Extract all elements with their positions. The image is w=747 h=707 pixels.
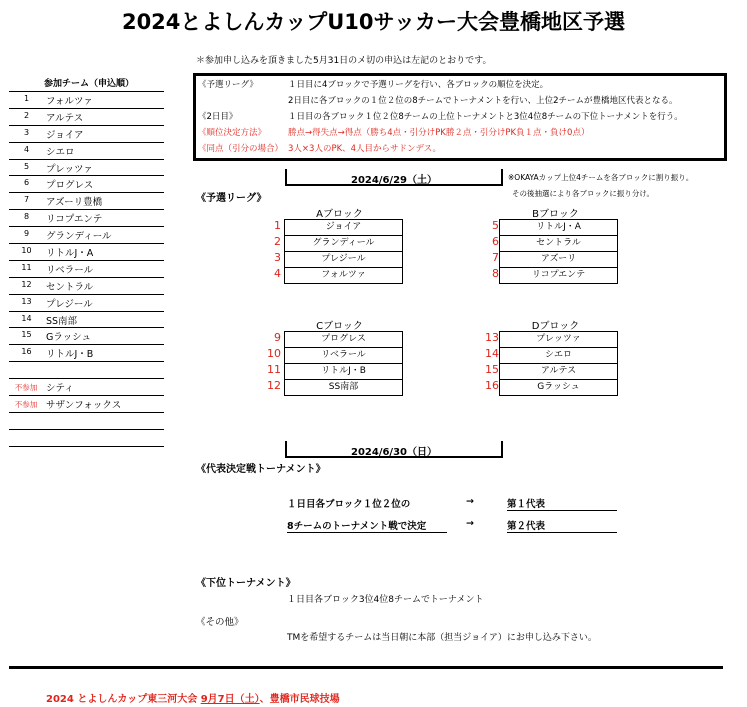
section-heading: 《下位トーナメント》 bbox=[196, 578, 296, 589]
table-row: リトルJ・A bbox=[500, 220, 617, 236]
seed-number: 14 bbox=[485, 347, 499, 360]
table-row: プレジール bbox=[285, 252, 402, 268]
seed-number: 9 bbox=[274, 331, 281, 344]
seed-number: 5 bbox=[492, 219, 499, 232]
seed-number: 15 bbox=[485, 363, 499, 376]
rule-label: 《予選リーグ》 bbox=[198, 80, 258, 90]
list-item: 2 アルテス bbox=[9, 109, 164, 126]
rule-text: 勝点→得失点→得点（勝ち4点・引分けPK勝２点・引分けPK負１点・負け0点） bbox=[288, 128, 590, 138]
rule-label: 《同点（引分の場合） bbox=[198, 144, 284, 154]
list-item: 14 SS南部 bbox=[9, 312, 164, 329]
seed-number: 6 bbox=[492, 235, 499, 248]
seed-number: 2 bbox=[274, 235, 281, 248]
seeding-note: ※OKAYAカップ上位4チームを各ブロックに割り振り。 bbox=[508, 173, 694, 182]
divider bbox=[9, 666, 723, 669]
table-row: アズーリ bbox=[500, 252, 617, 268]
table-row: プレッツァ bbox=[500, 332, 617, 348]
list-item: 16 リトルJ・B bbox=[9, 345, 164, 362]
page-title: 2024とよしんカップU10サッカー大会豊橋地区予選 bbox=[121, 10, 626, 34]
block-table bbox=[499, 331, 618, 396]
table-row: プログレス bbox=[285, 332, 402, 348]
seed-number: 12 bbox=[267, 379, 281, 392]
section-heading: 《代表決定戦トーナメント》 bbox=[196, 464, 326, 475]
footer-note: 2024 とよしんカップ東三河大会 9月7日（土）、豊橋市民球技場 bbox=[46, 694, 340, 705]
table-row: SS南部 bbox=[328, 382, 359, 392]
seed-number: 1 bbox=[274, 219, 281, 232]
tournament-line: 8チームのトーナメント戦で決定 bbox=[287, 518, 447, 533]
not-participating-badge: 不参加 bbox=[14, 400, 38, 410]
participants-header: 参加チーム（申込順） bbox=[44, 79, 135, 89]
not-participating-badge: 不参加 bbox=[14, 383, 38, 393]
seed-number: 7 bbox=[492, 251, 499, 264]
table-row: リベラール bbox=[285, 348, 402, 364]
list-item: 10 リトルJ・A bbox=[9, 244, 164, 261]
list-item bbox=[9, 413, 164, 430]
table-row: フォルツァ bbox=[321, 270, 366, 280]
list-item: 5 プレッツァ bbox=[9, 160, 164, 177]
block-table bbox=[284, 331, 403, 396]
block-label: Cブロック bbox=[316, 321, 363, 332]
section-heading: 《予選リーグ》 bbox=[196, 193, 267, 204]
rule-text: 2日目に各ブロックの１位２位の8チームでトーナメントを行い、上位2チームが豊橋地区代表となる。 bbox=[288, 96, 678, 106]
list-item bbox=[9, 430, 164, 447]
arrow-icon: → bbox=[466, 496, 474, 507]
list-item: 不参加 サザンフォックス bbox=[9, 396, 164, 413]
list-item: 7 アズーリ豊橋 bbox=[9, 193, 164, 210]
other-text: TMを希望するチームは当日朝に本部（担当ジョイア）にお申し込み下さい。 bbox=[287, 633, 597, 643]
rule-text: １日目の各ブロック１位２位8チームの上位トーナメントと3位4位8チームの下位トーナメントを行う。 bbox=[288, 112, 683, 122]
arrow-icon: → bbox=[466, 518, 474, 529]
block-table bbox=[284, 219, 403, 284]
block-table bbox=[499, 219, 618, 284]
seed-number: 11 bbox=[267, 363, 281, 376]
list-item: 13 プレジール bbox=[9, 295, 164, 312]
tournament-line: １日目各ブロック１位２位の bbox=[287, 499, 411, 510]
seed-number: 3 bbox=[274, 251, 281, 264]
table-row: ジョイア bbox=[285, 220, 402, 236]
rule-label: 《2日目》 bbox=[198, 112, 238, 122]
rule-text: １日目に4ブロックで予選リーグを行い、各ブロックの順位を決定。 bbox=[288, 80, 549, 90]
seed-number: 4 bbox=[274, 267, 281, 280]
table-row: グランディール bbox=[285, 236, 402, 252]
seed-number: 10 bbox=[267, 347, 281, 360]
section-heading: 《その他》 bbox=[196, 617, 244, 628]
block-label: Bブロック bbox=[532, 209, 579, 220]
seed-number: 13 bbox=[485, 331, 499, 344]
seeding-note: その後抽選により各ブロックに振り分け。 bbox=[512, 189, 655, 198]
rule-text: 3人×3人のPK、4人目からサドンデス。 bbox=[288, 144, 441, 154]
rule-label: 《順位決定方法》 bbox=[198, 128, 267, 138]
list-item: 8 リコプエンテ bbox=[9, 210, 164, 227]
block-label: Dブロック bbox=[531, 321, 580, 332]
list-item: 不参加 シティ bbox=[9, 379, 164, 396]
list-item: 9 グランディール bbox=[9, 227, 164, 244]
top-note: ＊参加申し込みを頂きました5月31日のメ切の申込は左記のとおりです。 bbox=[196, 56, 492, 66]
list-item: 11 リベラール bbox=[9, 261, 164, 278]
block-label: Aブロック bbox=[316, 209, 363, 220]
representative-label: 第１代表 bbox=[507, 496, 617, 511]
seed-number: 8 bbox=[492, 267, 499, 280]
day1-date: 2024/6/29（土） bbox=[285, 171, 503, 186]
list-item bbox=[9, 362, 164, 379]
rules-box bbox=[193, 73, 727, 161]
list-item: 4 シエロ bbox=[9, 143, 164, 160]
participants-list bbox=[9, 91, 164, 447]
seed-number: 16 bbox=[485, 379, 499, 392]
list-item: 12 セントラル bbox=[9, 278, 164, 295]
table-row: リコプエンテ bbox=[531, 270, 586, 280]
list-item: 1 フォルツァ bbox=[9, 92, 164, 109]
table-row: リトルJ・B bbox=[285, 364, 402, 380]
list-item: 15 Gラッシュ bbox=[9, 328, 164, 345]
list-item: 3 ジョイア bbox=[9, 126, 164, 143]
day2-date: 2024/6/30（日） bbox=[285, 443, 503, 458]
list-item: 6 プログレス bbox=[9, 176, 164, 193]
table-row: アルテス bbox=[500, 364, 617, 380]
lower-tournament-text: １日目各ブロック3位4位8チームでトーナメント bbox=[287, 595, 484, 605]
representative-label: 第２代表 bbox=[507, 518, 617, 533]
table-row: セントラル bbox=[500, 236, 617, 252]
table-row: Gラッシュ bbox=[537, 382, 580, 392]
table-row: シエロ bbox=[500, 348, 617, 364]
